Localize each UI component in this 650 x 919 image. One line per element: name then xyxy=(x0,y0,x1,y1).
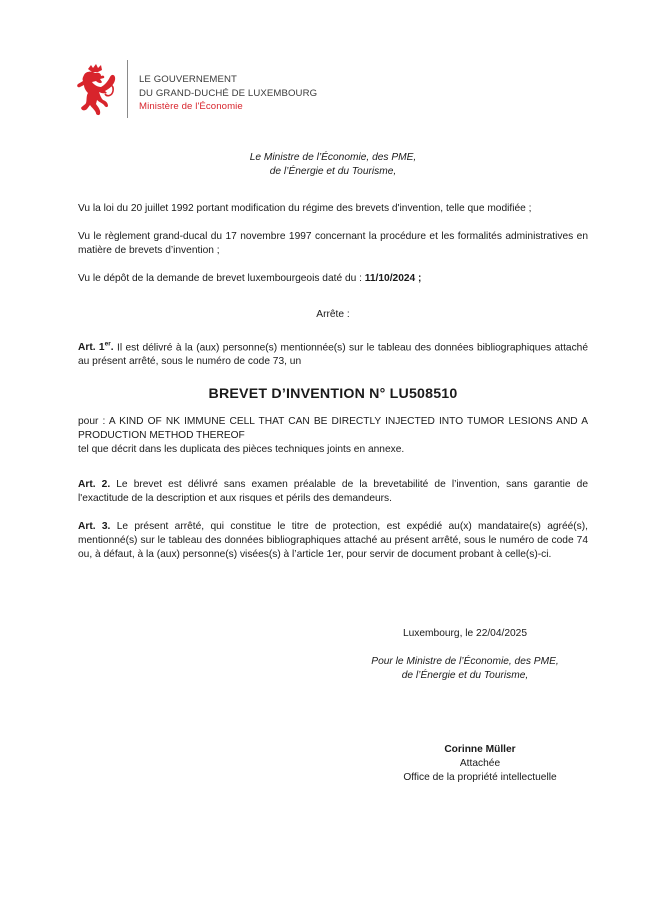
vu-clause-1: Vu la loi du 20 juillet 1992 portant modification du régime des brevets d'invention, telle que modifiée ; xyxy=(78,203,532,214)
minister-heading xyxy=(78,151,588,179)
gov-line-2: DU GRAND-DUCHÉ DE LUXEMBOURG xyxy=(139,87,318,99)
ministry-name: Ministère de l'Économie xyxy=(139,101,243,112)
article-1-dot: . xyxy=(110,342,114,354)
logo xyxy=(74,60,118,120)
article-3 xyxy=(78,520,588,562)
vu-clause-2: Vu le règlement grand-ducal du 17 novembre 1997 concernant la procédure et les formalités administratives en matière de brevets d’invention ; xyxy=(78,231,588,256)
signatory xyxy=(355,743,605,785)
article-3-text: Le présent arrêté, qui constitue le titre de protection, est expédié au(x) mandataire(s) agréé(s), mentionné(s) sur le tableau des données bibliographiques attaché au présent arrêté, sous le numéro de code 74 ou, à défaut, à la (aux) personne(s) visées(s) à l’article 1er, pour servir de document probant à celle(s)-ci. xyxy=(78,521,588,560)
patent-title: BREVET D’INVENTION N° LU508510 xyxy=(208,386,458,402)
letterhead-divider xyxy=(127,60,128,118)
article-1-sup: er xyxy=(104,341,111,348)
vu-clause-3 xyxy=(78,272,588,286)
signatory-name: Corinne Müller xyxy=(444,744,516,755)
place-date: Luxembourg, le 22/04/2025 xyxy=(402,628,528,639)
signatory-office: Office de la propriété intellectuelle xyxy=(403,772,557,783)
on-behalf-of xyxy=(340,655,590,683)
on-behalf-line-2: de l’Énergie et du Tourisme, xyxy=(401,670,529,681)
signatory-role: Attachée xyxy=(459,758,501,769)
tel-que-clause: tel que décrit dans les duplicata des pièces techniques joints en annexe. xyxy=(78,444,405,455)
vu-clause-3-text: Vu le dépôt de la demande de brevet luxembourgeois daté du : xyxy=(78,273,365,284)
on-behalf-line-1: Pour le Ministre de l’Économie, des PME, xyxy=(371,656,559,667)
article-3-label: Art. 3. xyxy=(78,521,111,532)
minister-line-1: Le Ministre de l’Économie, des PME, xyxy=(249,152,417,163)
invention-title: pour : A KIND OF NK IMMUNE CELL THAT CAN BE DIRECTLY INJECTED INTO TUMOR LESIONS AND A PRODUCTION METHOD THEREOF xyxy=(78,416,588,441)
government-name xyxy=(139,73,317,114)
article-1-label-text: Art. 1 xyxy=(78,342,105,354)
article-2-label: Art. 2. xyxy=(78,479,111,490)
minister-line-2: de l’Énergie et du Tourisme, xyxy=(269,166,397,177)
article-2-text: Le brevet est délivré sans examen préalable de la brevetabilité de l’invention, sans garantie de l'exactitude de la description et aux risques et périls des demandeurs. xyxy=(78,479,588,504)
article-1-label xyxy=(78,342,114,353)
filing-date: 11/10/2024 ; xyxy=(364,273,422,284)
gov-line-1: LE GOUVERNEMENT xyxy=(139,74,237,85)
article-1 xyxy=(78,338,588,369)
arrete-heading: Arrête : xyxy=(316,309,350,320)
article-1-text: Il est délivré à la (aux) personne(s) mentionnée(s) sur le tableau des données bibliographiques attaché au présent arrêté, sous le numéro de code 73, un xyxy=(78,342,588,368)
article-2 xyxy=(78,478,588,506)
red-lion-icon xyxy=(74,63,118,117)
